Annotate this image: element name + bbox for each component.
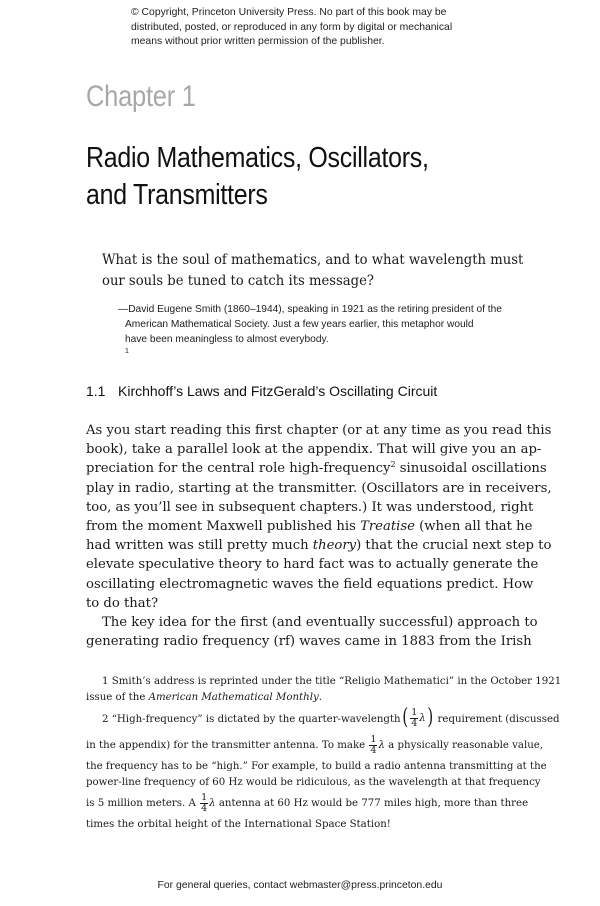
body-line: generating radio frequency (rf) waves came in 1883 from the Irish [86, 634, 532, 650]
body-text-run: from the moment Maxwell published his [86, 519, 361, 535]
body-text-run: had written was still pretty much [86, 538, 313, 554]
body-line [86, 517, 533, 536]
footnote-2-line [86, 733, 544, 759]
footnote-text-run: a physically reasonable value, [384, 740, 544, 751]
body-line: The key idea for the first (and eventually successful) approach to [102, 615, 538, 631]
math-fraction [410, 708, 418, 729]
math-paren: ) [427, 705, 434, 730]
math-lambda: λ [419, 713, 426, 724]
body-line: too, as you’ll see in subsequent chapters.) It was understood, right [86, 499, 534, 515]
copyright-line: means without prior written permission of the publisher. [131, 36, 385, 47]
body-text-run: (when all that he [414, 519, 533, 535]
body-line [86, 536, 552, 555]
emphasis-theory: theory [312, 538, 357, 554]
section-title: Kirchhoff’s Laws and FitzGerald’s Oscillating Circuit [118, 383, 438, 399]
footnote-text-run: in the appendix) for the transmitter antenna. To make [86, 740, 369, 751]
footnote-text-run: antenna at 60 Hz would be 777 miles high, more than three [215, 798, 529, 809]
math-fraction [369, 735, 377, 756]
math-fraction [200, 793, 208, 814]
footnote-1-line [86, 690, 510, 706]
footnote-text-run: is 5 million meters. A [86, 798, 200, 809]
footnote-2-line [86, 705, 560, 733]
attribution-line [118, 332, 538, 362]
footnote-2-line: times the orbital height of the International Space Station! [86, 819, 391, 830]
body-line: oscillating electromagnetic waves the field equations predict. How [86, 576, 534, 592]
fraction-numerator: 1 [201, 791, 208, 803]
fraction-numerator: 1 [411, 706, 418, 718]
epigraph-attribution [118, 302, 538, 362]
body-text-run: sinusoidal oscillations [395, 461, 547, 477]
chapter-label: Chapter 1 [86, 80, 196, 113]
footnote-2-line [86, 791, 529, 817]
chapter-title-line: Radio Mathematics, Oscillators, [86, 142, 429, 174]
body-line: book), take a parallel look at the appendix. That will give you an ap- [86, 442, 542, 458]
epigraph-quote [102, 250, 524, 292]
footnote-text-run: . [318, 692, 322, 703]
emphasis-treatise: Treatise [360, 519, 415, 535]
footnote-ref[interactable]: 2 [390, 460, 396, 470]
fraction-numerator: 1 [370, 733, 377, 745]
attribution-line: American Mathematical Society. Just a few years earlier, this metaphor would [125, 319, 474, 330]
footnotes [86, 674, 562, 833]
footnote-2-line: power-line frequency of 60 Hz would be ridiculous, as the wavelength at that frequency [86, 777, 541, 788]
footnote-text-run: requirement (discussed [434, 714, 560, 725]
footer-contact: For general queries, contact webmaster@press.princeton.edu [157, 880, 443, 891]
math-lambda: λ [209, 798, 216, 809]
section-heading [86, 383, 526, 399]
copyright-line: © Copyright, Princeton University Press. No part of this book may be [131, 7, 447, 18]
math-paren: ( [401, 705, 408, 730]
body-line [86, 459, 547, 478]
footnote-text-run: 2 “High-frequency” is dictated by the quarter-wavelength [102, 714, 401, 725]
epigraph-line: What is the soul of mathematics, and to what wavelength must [102, 252, 524, 268]
footnote-2-line: the frequency has to be “high.” For example, to build a radio antenna transmitting at the [86, 761, 547, 772]
fraction-denominator: 4 [201, 802, 208, 814]
copyright-line: distributed, posted, or reproduced in any form by digital or mechanical [131, 21, 453, 33]
footnote-text-run: issue of the [86, 692, 149, 703]
epigraph-line: our souls be tuned to catch its message? [102, 273, 374, 289]
body-text-run: preciation for the central role high-frequency [86, 461, 391, 477]
attribution-line: —David Eugene Smith (1860–1944), speaking in 1921 as the retiring president of the [118, 304, 502, 315]
fraction-denominator: 4 [411, 717, 418, 729]
body-line: play in radio, starting at the transmitter. (Oscillators are in receivers, [86, 480, 552, 496]
footnote-1-line: 1 Smith’s address is reprinted under the title “Religio Mathematici” in the October 1921 [102, 676, 562, 687]
body-line: elevate speculative theory to hard fact was to actually generate the [86, 557, 539, 573]
math-quarter-wavelength [401, 706, 435, 732]
math-lambda: λ [378, 740, 385, 751]
body-line: As you start reading this first chapter (or at any time as you read this [86, 423, 552, 438]
emphasis-journal: American Mathematical Monthly [148, 692, 319, 703]
fraction-denominator: 4 [370, 744, 377, 756]
chapter-title [86, 140, 533, 214]
chapter-title-line: and Transmitters [86, 179, 268, 211]
attribution-line-text: have been meaningless to almost everybody. [125, 334, 329, 345]
section-number: 1.1 [86, 383, 106, 399]
body-text-run: ) that the crucial next step to [356, 538, 552, 554]
copyright-notice [131, 6, 491, 50]
body-line: to do that? [86, 595, 159, 611]
footnote-ref[interactable]: 1 [125, 348, 129, 355]
body-text [86, 421, 552, 651]
